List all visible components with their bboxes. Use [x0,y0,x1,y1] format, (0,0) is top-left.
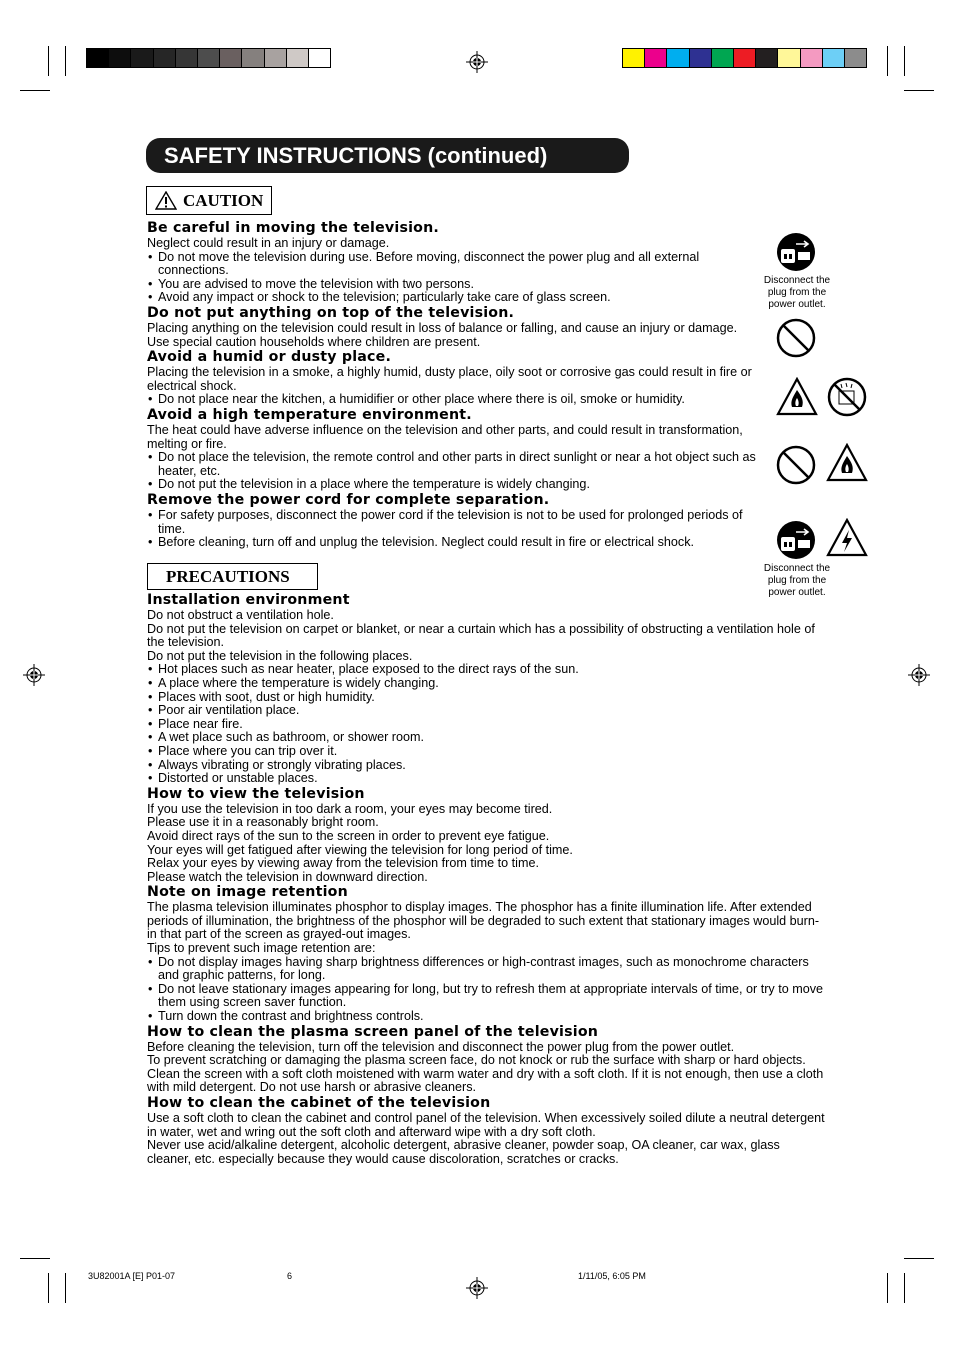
section-paragraph: To prevent scratching or damaging the plasma screen face, do not knock or rub the surface with sharp or hard objects. Clean the screen with a soft cloth moistened with warm water and dry with a soft cloth. If it is not enough, then use a cloth with mild detergent. Do not use harsh or abrasive cleaners. [147,1053,824,1095]
no-water-icon [826,376,868,418]
crop-mark [65,1273,66,1303]
section-heading: Remove the power cord for complete separation. [147,491,550,508]
crop-mark [904,1258,934,1259]
list-item: • Do not place near the kitchen, a humidifier or other place where there is oil, smoke or humidity. [147,393,757,407]
section [147,592,827,786]
caution-sections [147,220,757,550]
crop-mark [48,1273,49,1303]
bullet-list [147,663,827,785]
color-swatch [130,48,153,68]
crop-mark [904,1273,905,1303]
bullet-list [147,509,757,550]
prohibited-icon [775,317,817,359]
section-paragraph: Tips to prevent such image retention are: [147,941,376,956]
section-paragraph: Do not put the television on carpet or blanket, or near a curtain which has a possibility of obstructing a ventilation hole of the television. [147,621,815,650]
list-item: • Do not display images having sharp brightness differences or high-contrast images, such as monochrome characters and graphic patterns, for long. [147,956,827,983]
section [147,305,757,349]
list-item: • A wet place such as bathroom, or shower room. [147,731,827,745]
color-swatch [844,48,867,68]
registration-mark [466,1277,488,1299]
list-item: • Place where you can trip over it. [147,745,827,759]
section-heading: How to view the television [147,785,365,802]
section-paragraph: The heat could have adverse influence on the television and other parts, and could result in transformation, melting or fire. [147,422,743,451]
section-heading: Avoid a high temperature environment. [147,406,472,423]
unplug-icon [776,520,816,560]
page-title: SAFETY INSTRUCTIONS (continued) [146,138,629,173]
bullet-list [147,251,757,305]
footer-date: 1/11/05, 6:05 PM [578,1271,646,1281]
color-swatch [108,48,131,68]
section-heading: Do not put anything on top of the television. [147,304,515,321]
color-swatch [777,48,800,68]
section-heading: Installation environment [147,592,350,608]
crop-mark [887,46,888,76]
list-item: • For safety purposes, disconnect the power cord if the television is not to be used for prolonged periods of time. [147,509,757,536]
fire-warning-icon [826,443,868,483]
section-paragraph: Never use acid/alkaline detergent, alcoholic detergent, abrasive cleaner, powder soap, OA cleaner, car wax, glass cleaner, etc. especially because they would cause discoloration, scratches or cracks. [147,1138,780,1166]
color-swatch [622,48,645,68]
list-item: • Turn down the contrast and brightness controls. [147,1010,827,1024]
color-swatch [264,48,287,68]
precautions-label: PRECAUTIONS [147,563,318,590]
color-swatch [153,48,176,68]
list-item: • Do not put the television in a place where the temperature is widely changing. [147,478,757,492]
warning-triangle-icon [155,191,177,210]
list-item: • Do not move the television during use. Before moving, disconnect the power plug and all external connections. [147,251,757,278]
list-item: • You are advised to move the television with two persons. [147,278,757,292]
list-item: • Do not place the television, the remote control and other parts in direct sunlight or near a hot object such as heater, etc. [147,451,757,478]
section-paragraph: Neglect could result in an injury or damage. [147,236,390,250]
section [147,1024,827,1095]
color-swatch [241,48,264,68]
caution-label [146,186,272,215]
section-paragraph: Avoid direct rays of the sun to the screen in order to prevent eye fatigue. [147,828,550,843]
color-swatch [197,48,220,68]
section [147,407,757,492]
bullet-list [147,451,757,492]
color-swatch [689,48,712,68]
color-swatch [286,48,309,68]
color-swatch [666,48,689,68]
crop-mark [65,46,66,76]
unplug-caption: Disconnect the plug from the power outlet. [763,275,831,310]
registration-mark [466,51,488,73]
color-swatch [755,48,778,68]
precaution-sections [147,592,827,1166]
section-paragraph: Your eyes will get fatigued after viewing the television for long period of time. [147,842,573,857]
list-item: • A place where the temperature is widely changing. [147,677,827,691]
section-paragraph: Placing the television in a smoke, a highly humid, dusty place, oily soot or corrosive gas could result in fire or electrical shock. [147,365,752,393]
crop-mark [887,1273,888,1303]
color-swatch [219,48,242,68]
color-swatch [644,48,667,68]
section-paragraph: Do not put the television in the following places. [147,648,413,663]
section-paragraph: Relax your eyes by viewing away from the television from time to time. [147,856,539,871]
list-item: • Do not leave stationary images appearing for long, but try to refresh them at appropriate intervals of time, or try to move them using screen saver function. [147,983,827,1010]
section-paragraph: Do not obstruct a ventilation hole. [147,608,334,622]
bullet-list [147,956,827,1024]
crop-mark [904,46,905,76]
unplug-caption: Disconnect the plug from the power outlet. [763,563,831,598]
crop-mark [20,1258,50,1259]
caution-label-text: CAUTION [183,191,264,210]
color-swatch [711,48,734,68]
section-paragraph: Please watch the television in downward direction. [147,869,428,884]
list-item: • Hot places such as near heater, place exposed to the direct rays of the sun. [147,663,827,677]
section [147,349,757,407]
list-item: • Distorted or unstable places. [147,772,827,786]
list-item: • Places with soot, dust or high humidity. [147,691,827,705]
registration-mark [908,664,930,686]
color-swatch [800,48,823,68]
crop-mark [20,90,50,91]
crop-mark [904,90,934,91]
section [147,1095,827,1166]
section-heading: Avoid a humid or dusty place. [147,349,392,366]
section-paragraph: Use a soft cloth to clean the cabinet and control panel of the television. When excessively soiled dilute a neutral detergent in water, wet and wring out the soft cloth and afterward wipe with a dry soft cloth. [147,1111,825,1139]
bullet-list [147,393,757,407]
list-item: • Poor air ventilation place. [147,704,827,718]
color-swatch [175,48,198,68]
list-item: • Before cleaning, turn off and unplug the television. Neglect could result in fire or electrical shock. [147,536,757,550]
crop-mark [48,46,49,76]
color-swatch [822,48,845,68]
section-paragraph: Please use it in a reasonably bright room. [147,815,379,830]
registration-mark [23,664,45,686]
section-paragraph: If you use the television in too dark a room, your eyes may become tired. [147,801,553,816]
color-swatch [733,48,756,68]
color-swatch [308,48,331,68]
footer-page-number: 6 [287,1271,293,1281]
fire-warning-icon [776,377,818,417]
footer-file-name: 3U82001A [E] P01-07 [88,1271,176,1281]
section [147,786,827,885]
section-heading: Note on image retention [147,884,348,901]
section-heading: Be careful in moving the television. [147,220,439,236]
section [147,884,827,1023]
section-paragraph: Before cleaning the television, turn off the television and disconnect the power plug from the power outlet. [147,1039,735,1054]
section-paragraph: Placing anything on the television could result in loss of balance or falling, and cause an injury or damage. Use special caution households where children are present. [147,320,738,349]
prohibited-icon [775,444,817,486]
list-item: • Place near fire. [147,718,827,732]
section-heading: How to clean the cabinet of the television [147,1095,491,1111]
color-swatch [86,48,109,68]
list-item: • Always vibrating or strongly vibrating places. [147,759,827,773]
section-paragraph: The plasma television illuminates phosphor to display images. The phosphor has a finite illumination life. After extended periods of illumination, the brightness of the phosphor will be degraded to such extent that stationary images would burn-in that part of the screen as grayed-out images. [147,900,820,942]
section-heading: How to clean the plasma screen panel of the television [147,1023,599,1040]
section [147,220,757,305]
unplug-icon [776,232,816,272]
list-item: • Avoid any impact or shock to the television; particularly take care of glass screen. [147,291,757,305]
section [147,492,757,550]
electric-shock-icon [826,518,868,558]
